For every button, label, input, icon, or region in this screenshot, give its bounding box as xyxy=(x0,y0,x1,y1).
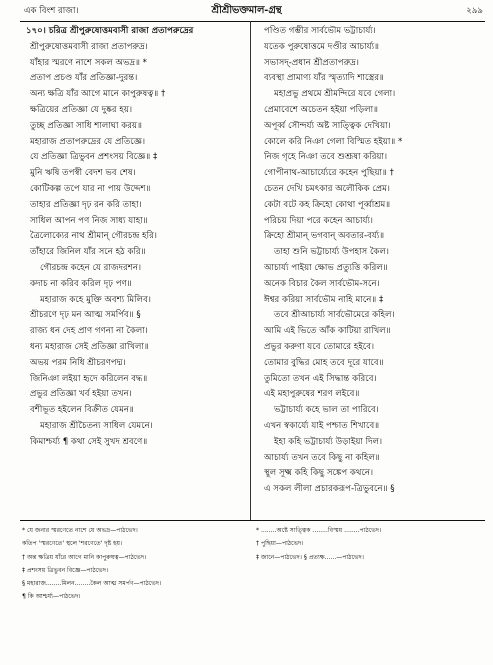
verse-line: স্থূল সূক্ষ্ম কহি কিছু সঙ্কেপ কথনে। xyxy=(264,468,374,479)
section-heading: ১৭০। চরিত্র শ্রীপুরুষোত্তমবাসী রাজা প্রতাপরুদ্রের xyxy=(26,26,194,36)
verse-column-right xyxy=(256,24,482,498)
verse-line: চেতন দেখি চমৎকার অলৌকিক প্রেম। xyxy=(264,183,390,194)
verse-line: ইহা কহি ভট্টাচার্য্য উড়াইয়া দিল। xyxy=(274,436,383,447)
footnote: * ........অষ্টে সাত্ত্বিক ........বিস্ময় ........পাঠভেদ। xyxy=(256,527,382,534)
verse-line: তবে শ্রীআচার্য্য সার্বভৌমেরে কহিল। xyxy=(274,310,395,321)
verse-line: তাহা শুনি ভট্টাচার্য্য উপহাস কৈল। xyxy=(274,247,389,258)
verse-line: মহারাজ শ্রীচৈতন্য সাধিল যেমনে। xyxy=(40,420,153,431)
verse-line: রাজ্য ধন দেহ প্রাণ গণনা না কৈলা। xyxy=(30,326,148,337)
footnote: † পুছিয়া—পাঠভেদ। xyxy=(256,540,304,548)
verse-line: মহারাজ কহে মুক্তি অবশ্য মিলিব। xyxy=(40,294,151,305)
column-divider xyxy=(250,21,251,520)
running-title: শ্রীশ্রীভক্তমাল-গ্রন্থ xyxy=(211,5,282,16)
verse-line: তাহার প্রতিজ্ঞা দৃঢ় রন করি তাহা। xyxy=(30,199,142,210)
verse-line: তাঁহারে জিনিল যাঁর সনে হঠ করি॥ xyxy=(30,247,146,258)
footnote: ¶ কি আশ্চর্য্য—পাঠভেদ। xyxy=(22,593,81,601)
verse-line: ভট্টাচার্য্য কহে ভাল তা পারিবে। xyxy=(274,405,379,416)
verse-line: পণ্ডিত গম্ভীর সার্বভৌম ভট্টাচার্য্য। xyxy=(264,26,376,36)
verse-line: ত্রৈলোক্যের নাথ শ্রীমান্ গৌরচন্দ্র হরি। xyxy=(30,231,157,242)
footnote: কতিপ 'স্মরণেতে' স্থলে 'শরণেতে' দৃষ্ট হয়। xyxy=(22,540,123,548)
verse-line: অন্য ক্ষত্রি যাঁর আগে মানে কাপুরুষত্ব॥ † xyxy=(30,89,166,100)
verse-line: আচার্য্য পাইয়া ক্ষোভ প্রত্যুত্তি করিল॥ xyxy=(264,262,388,273)
verse-line: যে প্রতিজ্ঞা ত্রিভুবন প্রশংসয় বিজ্ঞে॥ ‡ xyxy=(30,152,158,163)
verse-line: প্রতাপ প্রচণ্ড যাঁর প্রতিজ্ঞা-দুরন্ত। xyxy=(30,73,138,84)
verse-line: বশীভূত হইলেন বিক্রীত যেমন॥ xyxy=(30,405,134,416)
verse-line: পরিচয় দিয়া পরে কহেন আচার্য্য। xyxy=(264,215,373,226)
verse-line: অভয় পরম নিধি শ্রীচরণপদ্ম। xyxy=(30,357,126,368)
verse-line: ক্ষত্রিয়ের প্রতিজ্ঞা যে দুষ্কর হয়। xyxy=(30,104,133,115)
verse-line: শ্রীপুরুষোত্তমবাসী রাজা প্রতাপরুদ্র। xyxy=(30,41,148,52)
verse-line: তুমিতো তখন এই সিদ্ধান্ত করিবে। xyxy=(264,373,377,384)
verse-line: অনেক বিচার কৈল সার্বভৌম-সনে। xyxy=(264,278,380,289)
footnote-rule xyxy=(20,520,485,521)
verse-line: মুনি ঋষি তপস্বী বেদশ ভব শেষ। xyxy=(30,168,136,179)
verse-line: প্রেমাবেশে অচেতন হইয়া পড়িলা॥ xyxy=(264,104,378,115)
verse-line: সাধিল আপন পণ নিজ সাধ্য যাহা॥ xyxy=(30,215,148,226)
footnote: ‡ জানে—পাঠভেদ। § প্রত্যক্ষ......—পাঠভেদ। xyxy=(256,553,364,561)
verse-line: যাঁহার স্মরণে নাশে সকল অভদ্র॥ * xyxy=(30,57,147,68)
verse-line: প্রভুর করুণা যবে তোমারে হইবে। xyxy=(264,341,375,352)
footnote: ‡ প্রশংসয় ত্রিভুবন বিজ্ঞে—পাঠভেদ। xyxy=(22,566,109,574)
verse-line: এ সকল লীলা প্রচারকরূপ-ত্রিভুবনে॥ § xyxy=(264,484,395,495)
verse-line: ব্যবস্থা প্রামাণ্য যাঁর স্মৃত্যাদি শাস্ত্রের॥ xyxy=(264,73,384,84)
verse-line: আচার্য্য তখন তবে কিছু না কহিল॥ xyxy=(264,452,380,463)
verse-line: এখন স্বকার্য্যে যাই পশ্চাত শিখাবে॥ xyxy=(264,420,380,431)
footnotes-left xyxy=(22,524,250,604)
verse-line: গোপীনাথ-আচার্য্যেরে কহেন পুছিয়া॥ † xyxy=(264,168,394,179)
verse-line: মহাপ্রভু প্রথমে শ্রীমন্দিরে যবে গেলা। xyxy=(274,89,396,100)
verse-line: এই মহাপুরুষের শরণ লইবে॥ xyxy=(264,389,360,400)
page-number: ২৯৯ xyxy=(466,6,483,16)
footnote: § মহারাজ........মিলন........কৈল আত্ম সমর্পণ—পাঠভেদ। xyxy=(22,580,162,588)
verse-line: শ্রীচরণে দৃঢ় মন আত্ম সমর্পিব॥ § xyxy=(30,310,141,321)
header-rule xyxy=(20,21,485,22)
footnote: * যে জনার স্মরণেতে নাশে যে অভদ্র—পাঠভেদ। xyxy=(22,527,138,534)
footnotes-right xyxy=(256,524,484,564)
footnote: † অন্ত ক্ষত্রিয় যাঁরে আগে মানি কাপুরুষত্ব—পাঠভেদ। xyxy=(22,553,147,561)
verse-line: ঈশ্বর করিয়া সার্বভৌম নাহি মানে॥ ‡ xyxy=(264,294,384,305)
verse-line: নিজ গৃহে নিঞা তবে শুশ্রূষা করিয়া। xyxy=(264,152,388,163)
verse-line: কেটা বটে কহ ক্রিহো কোথা পূর্ব্বাশ্রম॥ xyxy=(264,199,391,210)
verse-line: তুচ্ছ প্রতিজ্ঞা সাধি শালাঘা করয়॥ xyxy=(30,120,142,131)
verse-line: ক্রিহো শ্রীমান্ ভগবান্ অবতার-বর্য্য॥ xyxy=(264,231,385,242)
verse-line: যতেক পুরুষোত্তমে দণ্ডীর আচার্য্য॥ xyxy=(264,41,379,52)
verse-line: কদাচ না করিব করিল দৃঢ় পণ॥ xyxy=(30,278,132,289)
verse-line: কোলে করি নিঞা গেলা বিস্মিত হইয়া॥ * xyxy=(264,136,403,147)
verse-line: গৌরচন্দ্র কহেন যে রাজদরশন। xyxy=(40,262,142,273)
verse-line: প্রভুর প্রতিজ্ঞা খর্ব হইয়া তখন। xyxy=(30,389,132,400)
verse-line: অপূর্ব্ব সৌন্দর্য্য অষ্ট সাত্ত্বিক দেখিয়া। xyxy=(264,120,391,131)
running-head-chapter: এক বিংশ রাজা। xyxy=(24,6,79,16)
verse-line: কোটিকল্প তপে যার না পায় উদ্দেশ॥ xyxy=(30,183,151,194)
verse-line: সভাসদ্-প্রধান শ্রীপ্রতাপরুদ্র। xyxy=(264,57,359,68)
verse-line: ধন্য মহারাজ সেই প্রতিজ্ঞা রাখিলা॥ xyxy=(30,341,149,352)
verse-line: আমি এই ভিতে আঁক কাটিয়া রাখিল॥ xyxy=(264,326,391,337)
verse-line: জিনিঞা লইয়া হৃদে করিলেন বদ্ধ॥ xyxy=(30,373,148,384)
verse-line: কিমাশ্চর্য্য ¶ কথা সেই সুখদ শ্রবণে॥ xyxy=(30,436,148,447)
verse-line: মহারাজ প্রতাপরুদ্রের যে প্রতিজ্ঞে। xyxy=(30,136,146,147)
verse-line: তোমার বুদ্ধির মোহ তবে দূরে যাবে॥ xyxy=(264,357,384,368)
verse-column-left xyxy=(22,24,248,451)
